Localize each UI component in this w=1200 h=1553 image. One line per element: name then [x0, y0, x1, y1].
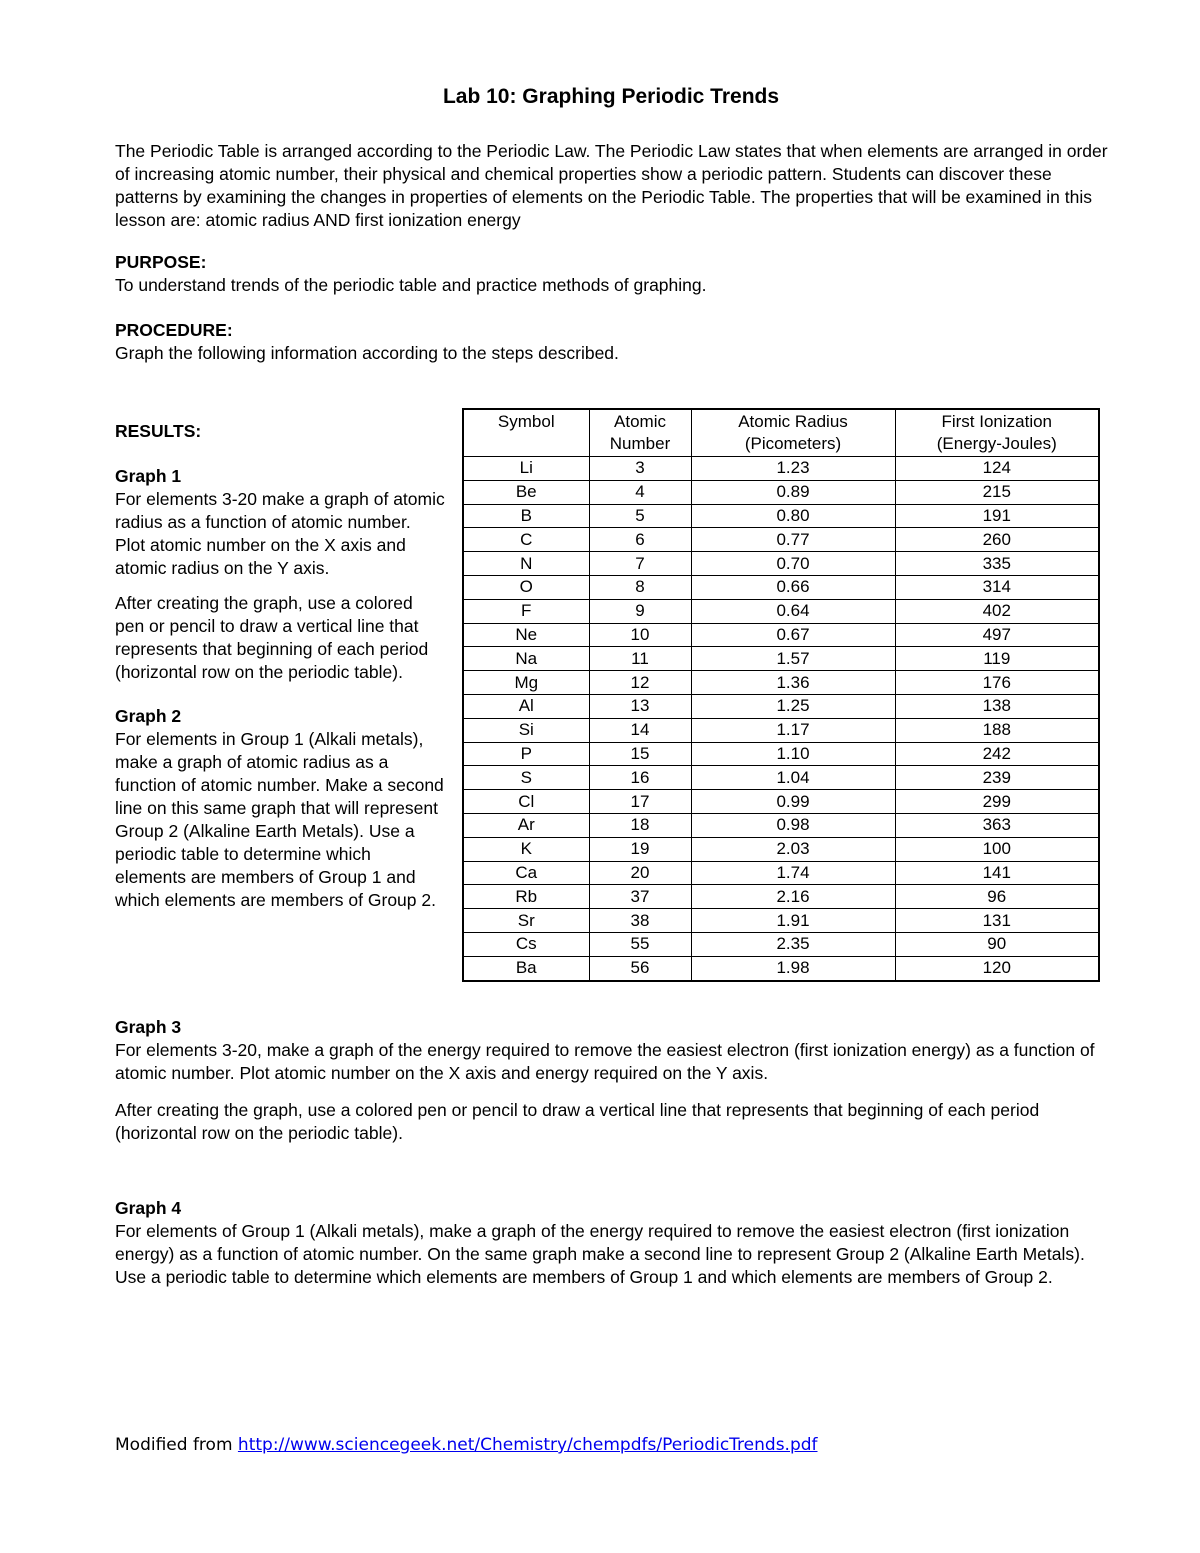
graph1-heading: Graph 1	[115, 466, 182, 486]
table-cell: 0.64	[691, 599, 895, 623]
table-cell: Si	[463, 718, 589, 742]
table-cell: 55	[589, 932, 691, 956]
table-cell: 1.36	[691, 671, 895, 695]
page-title: Lab 10: Graphing Periodic Trends	[442, 85, 780, 108]
table-cell: 335	[895, 552, 1099, 576]
table-cell: 497	[895, 623, 1099, 647]
table-row	[463, 694, 1099, 718]
table-row	[463, 718, 1099, 742]
procedure-text: Graph the following information according to the steps described.	[115, 343, 619, 363]
table-cell: 8	[589, 575, 691, 599]
table-row	[463, 552, 1099, 576]
results-heading: RESULTS:	[115, 421, 202, 441]
table-cell: 5	[589, 504, 691, 528]
table-cell: 239	[895, 766, 1099, 790]
table-cell: 138	[895, 694, 1099, 718]
table-cell: Cl	[463, 790, 589, 814]
table-cell: 96	[895, 885, 1099, 909]
table-cell: 1.10	[691, 742, 895, 766]
graph4-text: For elements of Group 1 (Alkali metals), make a graph of the energy required to remove the easiest electron (first ionization energy) as a function of atomic number. On the same graph make a second line to represent Group 2 (Alkaline Earth Metals). Use a periodic table to determine which elements are members of Group 1 and which elements are members of Group 2.	[115, 1221, 1085, 1287]
table-cell: Al	[463, 694, 589, 718]
table-cell: 12	[589, 671, 691, 695]
footer	[115, 1434, 818, 1457]
procedure-section	[115, 319, 1115, 365]
table-cell: B	[463, 504, 589, 528]
table-cell: 38	[589, 909, 691, 933]
table-cell: 2.03	[691, 837, 895, 861]
table-cell: Ca	[463, 861, 589, 885]
table-cell: 9	[589, 599, 691, 623]
table-row	[463, 599, 1099, 623]
table-cell: 2.16	[691, 885, 895, 909]
table-cell: Na	[463, 647, 589, 671]
table-cell: 215	[895, 480, 1099, 504]
table-cell: Ba	[463, 956, 589, 980]
purpose-heading: PURPOSE:	[115, 252, 207, 272]
table-cell: K	[463, 837, 589, 861]
graph1-text2: After creating the graph, use a colored pen or pencil to draw a vertical line that represents that beginning of each period (horizontal row on the periodic table).	[115, 593, 429, 682]
graph2-text: For elements in Group 1 (Alkali metals), make a graph of atomic radius as a function of atomic number. Make a second line on this same graph that will represent Group 2 (Alkaline Earth Metals). Use a periodic table to determine which elements are members of Group 1 and which elements are members of Group 2.	[115, 729, 444, 910]
column-header: Symbol	[463, 409, 589, 457]
table-cell: P	[463, 742, 589, 766]
table-cell: Li	[463, 457, 589, 481]
procedure-heading: PROCEDURE:	[115, 320, 233, 340]
table-cell: 4	[589, 480, 691, 504]
table-row	[463, 861, 1099, 885]
table-cell: Be	[463, 480, 589, 504]
purpose-text: To understand trends of the periodic table and practice methods of graphing.	[115, 275, 707, 295]
table-row	[463, 766, 1099, 790]
table-cell: 1.25	[691, 694, 895, 718]
table-cell: 299	[895, 790, 1099, 814]
table-cell: F	[463, 599, 589, 623]
table-cell: 119	[895, 647, 1099, 671]
graph4-heading: Graph 4	[115, 1198, 182, 1218]
table-header-row	[463, 409, 1099, 457]
table-cell: 1.17	[691, 718, 895, 742]
table-row	[463, 671, 1099, 695]
table-cell: 11	[589, 647, 691, 671]
source-link[interactable]: http://www.sciencegeek.net/Chemistry/chempdfs/PeriodicTrends.pdf	[237, 1435, 818, 1455]
graph1-text: For elements 3-20 make a graph of atomic radius as a function of atomic number. Plot atomic number on the X axis and atomic radius on the Y axis.	[115, 489, 445, 578]
table-cell: 1.74	[691, 861, 895, 885]
table-cell: 0.80	[691, 504, 895, 528]
table-row	[463, 837, 1099, 861]
column-header: First Ionization (Energy-Joules)	[895, 409, 1099, 457]
table-cell: 363	[895, 813, 1099, 837]
table-row	[463, 742, 1099, 766]
table-row	[463, 956, 1099, 980]
table-cell: Sr	[463, 909, 589, 933]
element-data-table	[462, 408, 1100, 982]
graph3-text2: After creating the graph, use a colored pen or pencil to draw a vertical line that represents that beginning of each period (horizontal row on the periodic table).	[115, 1100, 1040, 1143]
table-cell: 13	[589, 694, 691, 718]
table-cell: 0.77	[691, 528, 895, 552]
table-cell: 19	[589, 837, 691, 861]
table-cell: N	[463, 552, 589, 576]
intro-paragraph: The Periodic Table is arranged according to the Periodic Law. The Periodic Law states that when elements are arranged in order of increasing atomic number, their physical and chemical properties show a periodic pattern. Students can discover these patterns by examining the changes in properties of elements on the Periodic Table. The properties that will be examined in this lesson are: atomic radius AND first ionization energy	[115, 141, 1108, 230]
table-cell: 90	[895, 932, 1099, 956]
table-cell: 3	[589, 457, 691, 481]
table-cell: 191	[895, 504, 1099, 528]
table-cell: 37	[589, 885, 691, 909]
table-cell: 56	[589, 956, 691, 980]
table-cell: 16	[589, 766, 691, 790]
table-cell: 0.89	[691, 480, 895, 504]
table-cell: 0.70	[691, 552, 895, 576]
graph2-heading: Graph 2	[115, 706, 182, 726]
table-cell: 14	[589, 718, 691, 742]
table-cell: 402	[895, 599, 1099, 623]
table-cell: O	[463, 575, 589, 599]
table-cell: 1.91	[691, 909, 895, 933]
graph4-section	[115, 1197, 1115, 1289]
table-cell: 100	[895, 837, 1099, 861]
table-cell: Ar	[463, 813, 589, 837]
table-row	[463, 457, 1099, 481]
table-cell: 242	[895, 742, 1099, 766]
graph3-text: For elements 3-20, make a graph of the energy required to remove the easiest electron (first ionization energy) as a function of atomic number. Plot atomic number on the X axis and energy required on the Y axis.	[115, 1040, 1095, 1083]
purpose-section	[115, 251, 1115, 297]
table-row	[463, 504, 1099, 528]
table-cell: 18	[589, 813, 691, 837]
footer-prefix: Modified from	[115, 1435, 238, 1455]
table-cell: C	[463, 528, 589, 552]
table-cell: 0.66	[691, 575, 895, 599]
table-cell: 6	[589, 528, 691, 552]
table-cell: 124	[895, 457, 1099, 481]
table-cell: 1.57	[691, 647, 895, 671]
table-cell: 20	[589, 861, 691, 885]
table-row	[463, 575, 1099, 599]
table-cell: 1.98	[691, 956, 895, 980]
table-cell: 2.35	[691, 932, 895, 956]
table-cell: Mg	[463, 671, 589, 695]
table-cell: 7	[589, 552, 691, 576]
table-row	[463, 813, 1099, 837]
table-cell: 120	[895, 956, 1099, 980]
column-header: Atomic Radius (Picometers)	[691, 409, 895, 457]
table-cell: 314	[895, 575, 1099, 599]
table-cell: 260	[895, 528, 1099, 552]
table-row	[463, 790, 1099, 814]
table-cell: 176	[895, 671, 1099, 695]
graph3-heading: Graph 3	[115, 1017, 182, 1037]
table-cell: Ne	[463, 623, 589, 647]
graph3-section	[115, 1016, 1115, 1145]
table-cell: 1.04	[691, 766, 895, 790]
table-row	[463, 932, 1099, 956]
table-cell: 1.23	[691, 457, 895, 481]
table-cell: 141	[895, 861, 1099, 885]
table-cell: Cs	[463, 932, 589, 956]
table-cell: 17	[589, 790, 691, 814]
table-row	[463, 480, 1099, 504]
table-cell: 0.98	[691, 813, 895, 837]
table-row	[463, 528, 1099, 552]
table-body	[463, 457, 1099, 981]
table-row	[463, 647, 1099, 671]
table-cell: S	[463, 766, 589, 790]
table-cell: 15	[589, 742, 691, 766]
table-row	[463, 885, 1099, 909]
table-cell: 131	[895, 909, 1099, 933]
table-cell: Rb	[463, 885, 589, 909]
table-cell: 0.67	[691, 623, 895, 647]
table-cell: 188	[895, 718, 1099, 742]
table-row	[463, 909, 1099, 933]
table-row	[463, 623, 1099, 647]
table-cell: 0.99	[691, 790, 895, 814]
column-header: Atomic Number	[589, 409, 691, 457]
table-cell: 10	[589, 623, 691, 647]
results-column	[115, 420, 445, 912]
